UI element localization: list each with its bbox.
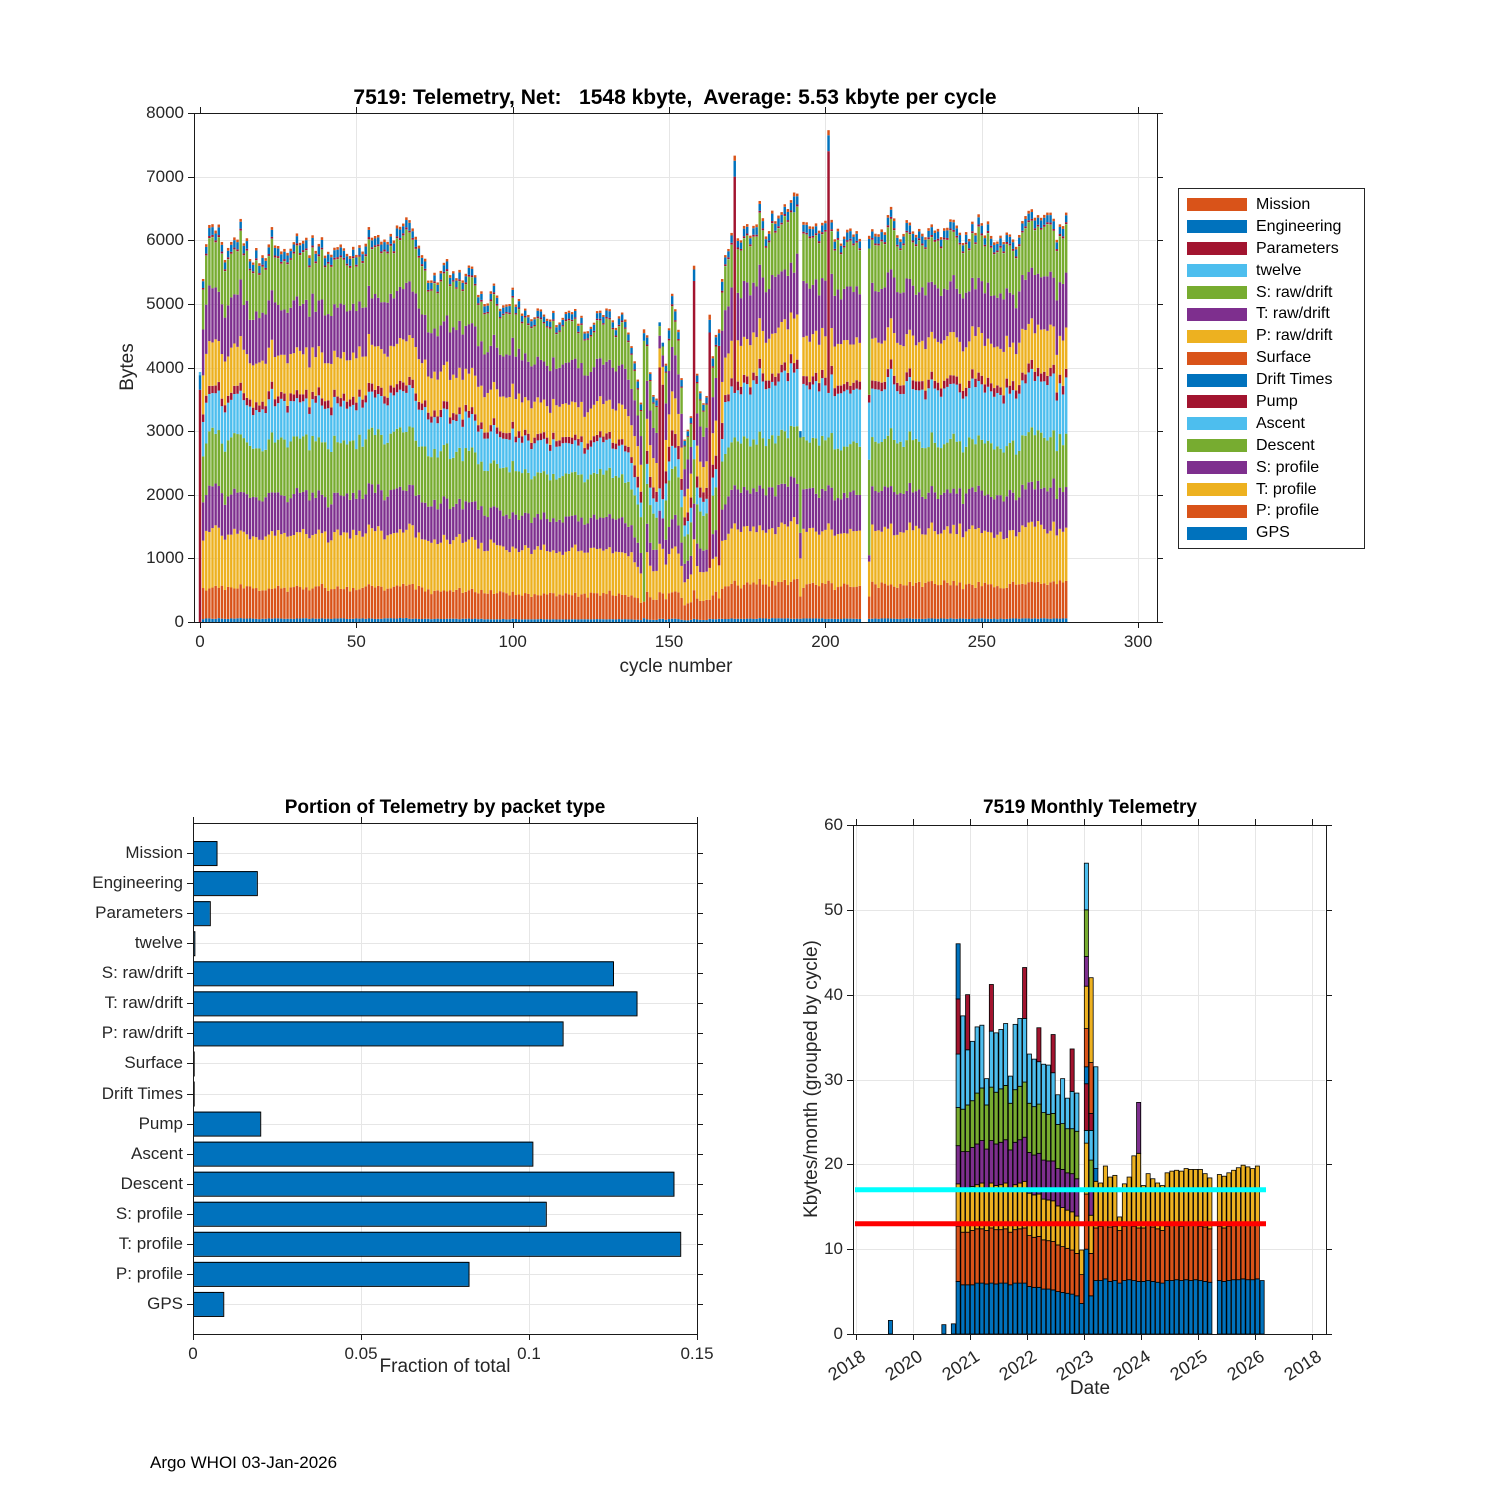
monthly-xtick-8: 2018 bbox=[1280, 1346, 1325, 1385]
portion-category-s-profile: S: profile bbox=[115, 1203, 183, 1223]
legend-label: Parameters bbox=[1256, 239, 1339, 257]
top-ytick-7000: 7000 bbox=[146, 166, 184, 186]
legend-swatch-icon bbox=[1187, 242, 1247, 255]
top-xtick-200: 200 bbox=[811, 632, 840, 651]
legend-swatch-icon bbox=[1187, 198, 1247, 211]
portion-category-ascent: Ascent bbox=[131, 1143, 183, 1163]
legend-item-pump bbox=[1179, 391, 1364, 413]
monthly-ytick-30: 30 bbox=[824, 1069, 843, 1089]
legend-swatch-icon bbox=[1187, 374, 1247, 387]
legend-item-t-profile bbox=[1179, 479, 1364, 501]
legend-label: S: raw/drift bbox=[1256, 283, 1333, 301]
monthly-ytick-60: 60 bbox=[824, 815, 843, 834]
top-xtick-0: 0 bbox=[195, 632, 205, 651]
portion-category-gps: GPS bbox=[147, 1293, 183, 1313]
monthly-chart-xlabel: Date bbox=[1069, 1378, 1111, 1399]
legend-item-drift-times bbox=[1179, 369, 1364, 391]
top-ytick-2000: 2000 bbox=[146, 484, 184, 504]
portion-xtick-0: 0 bbox=[188, 1344, 198, 1363]
legend-item-descent bbox=[1179, 435, 1364, 457]
legend-label: P: raw/drift bbox=[1256, 327, 1333, 345]
legend-label: Surface bbox=[1256, 349, 1312, 367]
legend-swatch-icon bbox=[1187, 286, 1247, 299]
monthly-xtick-1: 2020 bbox=[881, 1346, 926, 1385]
legend-item-p-raw-drift bbox=[1179, 325, 1364, 347]
legend-label: Engineering bbox=[1256, 217, 1342, 235]
legend-item-p-profile bbox=[1179, 500, 1364, 522]
top-ytick-5000: 5000 bbox=[146, 293, 184, 313]
legend-label: T: profile bbox=[1256, 480, 1317, 498]
legend-label: Ascent bbox=[1256, 414, 1305, 432]
portion-category-t-raw-drift: T: raw/drift bbox=[104, 993, 183, 1013]
monthly-ytick-20: 20 bbox=[824, 1154, 843, 1174]
top-chart-xlabel: cycle number bbox=[619, 656, 733, 677]
top-ytick-4000: 4000 bbox=[146, 357, 184, 377]
monthly-chart-title: 7519 Monthly Telemetry bbox=[982, 797, 1198, 818]
legend-swatch-icon bbox=[1187, 220, 1247, 233]
legend-item-twelve bbox=[1179, 260, 1364, 282]
portion-chart-xlabel: Fraction of total bbox=[379, 1356, 511, 1377]
portion-category-twelve: twelve bbox=[134, 933, 183, 953]
portion-category-pump: Pump bbox=[138, 1113, 183, 1133]
figure-footer: Argo WHOI 03-Jan-2026 bbox=[150, 1453, 338, 1472]
legend-item-s-profile bbox=[1179, 457, 1364, 479]
top-chart-ylabel: Bytes bbox=[117, 343, 138, 391]
top-xtick-50: 50 bbox=[346, 632, 366, 651]
legend-swatch-icon bbox=[1187, 417, 1247, 430]
portion-category-s-raw-drift: S: raw/drift bbox=[101, 963, 183, 983]
legend-swatch-icon bbox=[1187, 330, 1247, 343]
monthly-chart-ylabel: Kbytes/month (grouped by cycle) bbox=[801, 940, 822, 1218]
portion-category-t-profile: T: profile bbox=[118, 1233, 183, 1253]
monthly-xtick-4: 2023 bbox=[1052, 1346, 1097, 1385]
top-ytick-3000: 3000 bbox=[146, 421, 184, 441]
monthly-xtick-5: 2024 bbox=[1109, 1346, 1154, 1385]
portion-xtick-3: 0.15 bbox=[680, 1344, 714, 1363]
legend-label: Pump bbox=[1256, 392, 1298, 410]
monthly-xtick-3: 2022 bbox=[995, 1346, 1040, 1385]
portion-category-parameters: Parameters bbox=[95, 903, 183, 923]
legend-item-engineering bbox=[1179, 216, 1364, 238]
top-xtick-100: 100 bbox=[498, 632, 527, 651]
top-xtick-150: 150 bbox=[654, 632, 684, 651]
legend-swatch-icon bbox=[1187, 439, 1247, 452]
legend-swatch-icon bbox=[1187, 395, 1247, 408]
legend-item-ascent bbox=[1179, 413, 1364, 435]
monthly-ytick-50: 50 bbox=[824, 899, 843, 919]
portion-category-mission: Mission bbox=[125, 843, 183, 863]
monthly-ytick-40: 40 bbox=[824, 984, 843, 1004]
legend-label: twelve bbox=[1256, 261, 1302, 279]
legend-label: T: raw/drift bbox=[1256, 305, 1330, 323]
top-chart-title: 7519: Telemetry, Net: 1548 kbyte, Average: 5.53 kbyte per cycle bbox=[353, 86, 997, 109]
top-xtick-250: 250 bbox=[967, 632, 996, 651]
monthly-xtick-6: 2025 bbox=[1166, 1346, 1211, 1385]
legend-item-s-raw-drift bbox=[1179, 282, 1364, 304]
monthly-ytick-0: 0 bbox=[833, 1324, 843, 1343]
legend-swatch-icon bbox=[1187, 527, 1247, 540]
portion-category-surface: Surface bbox=[124, 1053, 183, 1073]
legend-label: Descent bbox=[1256, 436, 1315, 454]
monthly-xtick-2: 2021 bbox=[938, 1346, 983, 1385]
legend-swatch-icon bbox=[1187, 505, 1247, 518]
monthly-ytick-10: 10 bbox=[824, 1239, 843, 1259]
top-xtick-300: 300 bbox=[1123, 632, 1153, 651]
portion-chart-title: Portion of Telemetry by packet type bbox=[284, 797, 606, 818]
portion-category-drift-times: Drift Times bbox=[101, 1083, 183, 1103]
legend-label: Drift Times bbox=[1256, 371, 1333, 389]
top-ytick-6000: 6000 bbox=[146, 230, 184, 250]
top-ytick-1000: 1000 bbox=[146, 548, 184, 568]
portion-category-p-profile: P: profile bbox=[115, 1263, 183, 1283]
top-ytick-8000: 8000 bbox=[146, 103, 184, 122]
legend-item-gps bbox=[1179, 522, 1364, 544]
portion-category-engineering: Engineering bbox=[92, 873, 183, 893]
legend-swatch-icon bbox=[1187, 264, 1247, 277]
legend-swatch-icon bbox=[1187, 308, 1247, 321]
legend-item-t-raw-drift bbox=[1179, 303, 1364, 325]
monthly-xtick-0: 2018 bbox=[824, 1346, 869, 1385]
portion-category-descent: Descent bbox=[120, 1173, 183, 1193]
portion-category-p-raw-drift: P: raw/drift bbox=[101, 1023, 183, 1043]
legend-swatch-icon bbox=[1187, 352, 1247, 365]
legend-label: P: profile bbox=[1256, 502, 1320, 520]
legend-item-surface bbox=[1179, 347, 1364, 369]
legend-swatch-icon bbox=[1187, 461, 1247, 474]
legend-label: GPS bbox=[1256, 524, 1290, 542]
legend bbox=[1178, 188, 1365, 549]
legend-label: S: profile bbox=[1256, 458, 1320, 476]
legend-item-parameters bbox=[1179, 238, 1364, 260]
monthly-xtick-7: 2026 bbox=[1223, 1346, 1268, 1385]
legend-item-mission bbox=[1179, 194, 1364, 216]
top-ytick-0: 0 bbox=[174, 612, 184, 631]
legend-swatch-icon bbox=[1187, 483, 1247, 496]
portion-xtick-2: 0.1 bbox=[517, 1344, 541, 1363]
portion-xtick-1: 0.05 bbox=[344, 1344, 378, 1363]
legend-label: Mission bbox=[1256, 195, 1311, 213]
